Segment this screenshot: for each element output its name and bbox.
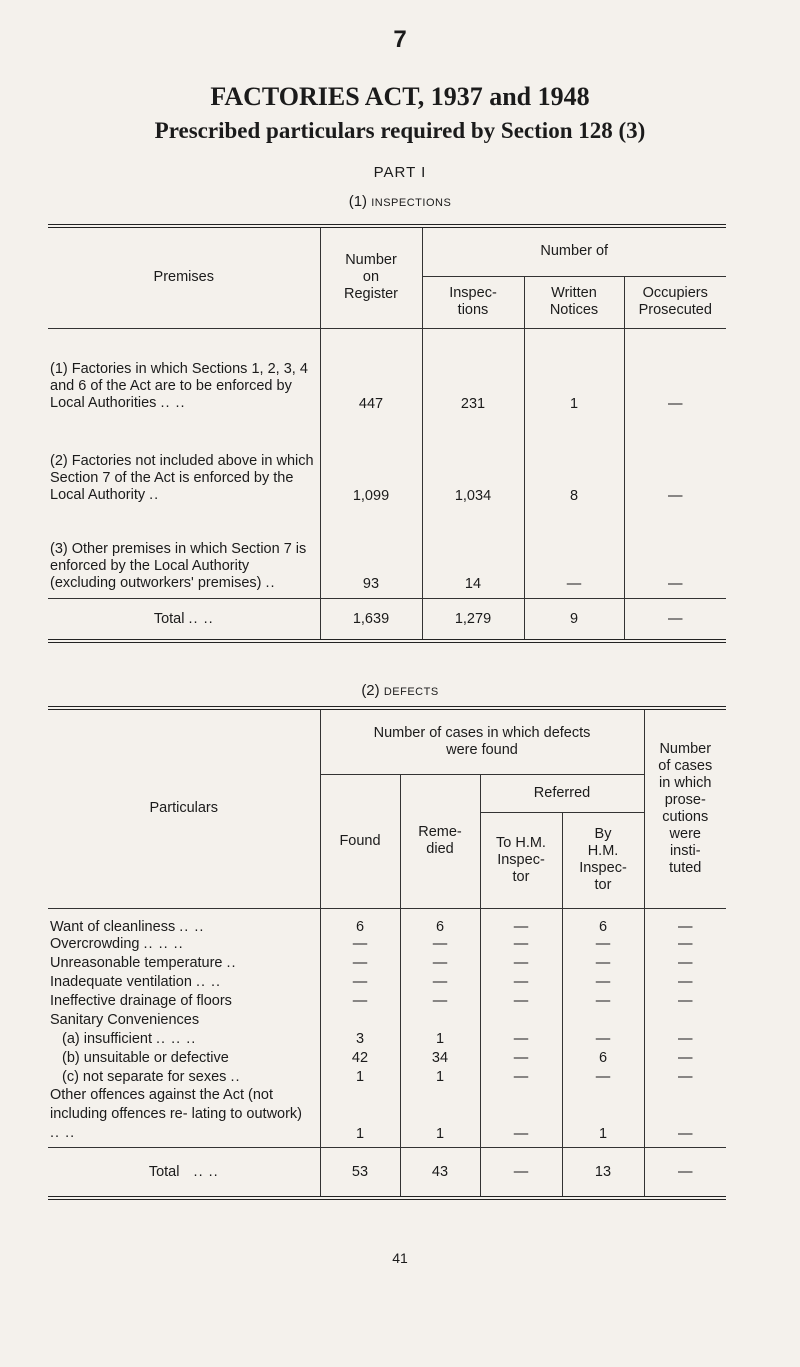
prosecutions-cell: — [644,1067,726,1086]
table-row [48,1086,726,1148]
prosecutions-cell: — [644,991,726,1010]
row-label: Sanitary Conveniences [50,1011,200,1028]
table-row [48,1010,726,1029]
by-hm-cell: — [562,991,644,1010]
row-label: Inadequate ventilation .. .. [50,973,222,990]
table-row [48,972,726,991]
by-hm-cell: — [562,972,644,991]
remedied-cell: 34 [400,1048,480,1067]
prosecutions-cell: — [644,972,726,991]
to-hm-cell: — [480,972,562,991]
to-hm-cell: — [480,1067,562,1086]
part-heading: PART I [373,164,427,181]
row-label: (a) insufficient .. .. .. [62,1030,197,1047]
prosecutions-cell: — [644,1048,726,1067]
prosecuted-cell: — [624,412,726,504]
table-row [48,412,726,504]
notices-header: Written Notices [524,276,624,328]
total-row [48,598,726,641]
inspections-cell: 231 [422,328,524,412]
to-hm-cell: — [480,1029,562,1048]
found-header: Found [320,774,400,908]
defects-table [48,706,726,1200]
row-label: (b) unsuitable or defective [62,1049,229,1066]
prosecutions-cell: — [644,1029,726,1048]
inspections-caption: (1) inspections [348,193,452,210]
inspections-cell: 14 [422,504,524,598]
remedied-header: Reme- died [400,774,480,908]
inspections-total: 1,279 [422,598,524,641]
prosecuted-total: — [624,598,726,641]
notices-cell: — [524,504,624,598]
row-label: Want of cleanliness .. .. [50,919,205,935]
page-number: 7 [393,26,407,53]
to-hm-cell: — [480,908,562,934]
by-hm-cell: — [562,1067,644,1086]
table-row [48,1067,726,1086]
found-cell: — [320,972,400,991]
table-row [48,1048,726,1067]
remedied-cell: — [400,934,480,953]
to-hm-cell: — [480,1048,562,1067]
register-cell: 93 [320,504,422,598]
table-row [48,991,726,1010]
cases-found-header: Number of cases in which defects were found [320,708,644,774]
page-title: FACTORIES ACT, 1937 and 1948 [210,82,590,111]
found-cell: 6 [320,908,400,934]
row-label: (1) Factories in which Sections 1, 2, 3, 4 and 6 of the Act are to be enforced by Local Authorities .. .. [50,361,308,411]
table-row [48,908,726,934]
row-label: Overcrowding .. .. .. [50,935,184,952]
prosecutions-cell: — [644,953,726,972]
row-label: Other offences against the Act (not including offences re- lating to outwork) .. .. [50,1087,303,1141]
by-hm-cell: 1 [562,1086,644,1148]
found-cell: — [320,953,400,972]
table-row [48,504,726,598]
found-total: 53 [320,1148,400,1199]
by-hm-total: 13 [562,1148,644,1199]
to-hm-total: — [480,1148,562,1199]
referred-header: Referred [480,774,644,812]
prosecutions-cell: — [644,908,726,934]
remedied-cell: — [400,991,480,1010]
to-hm-cell: — [480,953,562,972]
prosecuted-cell: — [624,504,726,598]
number-of-header: Number of [422,226,726,276]
total-row [48,1148,726,1199]
remedied-cell: — [400,972,480,991]
remedied-cell: 1 [400,1067,480,1086]
remedied-cell: 6 [400,908,480,934]
remedied-cell: 1 [400,1029,480,1048]
table-row [48,953,726,972]
notices-cell: 8 [524,412,624,504]
register-header: Number on Register [320,226,422,328]
premises-header: Premises [48,226,320,328]
remedied-cell: — [400,953,480,972]
by-hm-cell: 6 [562,908,644,934]
prosecuted-cell: — [624,328,726,412]
by-hm-header: By H.M. Inspec- tor [562,812,644,908]
register-cell: 447 [320,328,422,412]
row-label: (c) not separate for sexes .. [62,1068,241,1085]
found-cell: 1 [320,1086,400,1148]
to-hm-cell: — [480,991,562,1010]
to-hm-header: To H.M. Inspec- tor [480,812,562,908]
by-hm-cell: — [562,953,644,972]
prosecutions-cell: — [644,1086,726,1148]
table-row [48,328,726,412]
prosecutions-header: Number of cases in which prose- cutions were insti- tuted [644,708,726,908]
row-label: (2) Factories not included above in which Section 7 of the Act is enforced by the Local Authority .. [50,453,314,503]
row-label: Unreasonable temperature .. [50,954,237,971]
notices-cell: 1 [524,328,624,412]
inspections-header: Inspec- tions [422,276,524,328]
register-cell: 1,099 [320,412,422,504]
prosecutions-total: — [644,1148,726,1199]
found-cell: 3 [320,1029,400,1048]
page-subtitle: Prescribed particulars required by Section 128 (3) [154,118,646,143]
total-label: Total .. .. [48,1148,320,1199]
row-label: Ineffective drainage of floors [50,992,232,1009]
to-hm-cell: — [480,1086,562,1148]
remedied-cell: 1 [400,1086,480,1148]
by-hm-cell: — [562,934,644,953]
table-row [48,1029,726,1048]
defects-caption: (2) defects [361,682,439,699]
by-hm-cell: 6 [562,1048,644,1067]
table-row [48,934,726,953]
footer-page-number: 41 [392,1250,408,1266]
notices-total: 9 [524,598,624,641]
found-cell: — [320,934,400,953]
by-hm-cell: — [562,1029,644,1048]
found-cell: — [320,991,400,1010]
prosecutions-cell: — [644,934,726,953]
total-label: Total .. .. [48,598,320,641]
found-cell: 42 [320,1048,400,1067]
inspections-table [48,224,726,643]
inspections-cell: 1,034 [422,412,524,504]
particulars-header: Particulars [48,708,320,908]
to-hm-cell: — [480,934,562,953]
prosecuted-header: Occupiers Prosecuted [624,276,726,328]
register-total: 1,639 [320,598,422,641]
found-cell: 1 [320,1067,400,1086]
remedied-total: 43 [400,1148,480,1199]
row-label: (3) Other premises in which Section 7 is enforced by the Local Authority (excluding outworkers' premises) .. [50,540,307,591]
